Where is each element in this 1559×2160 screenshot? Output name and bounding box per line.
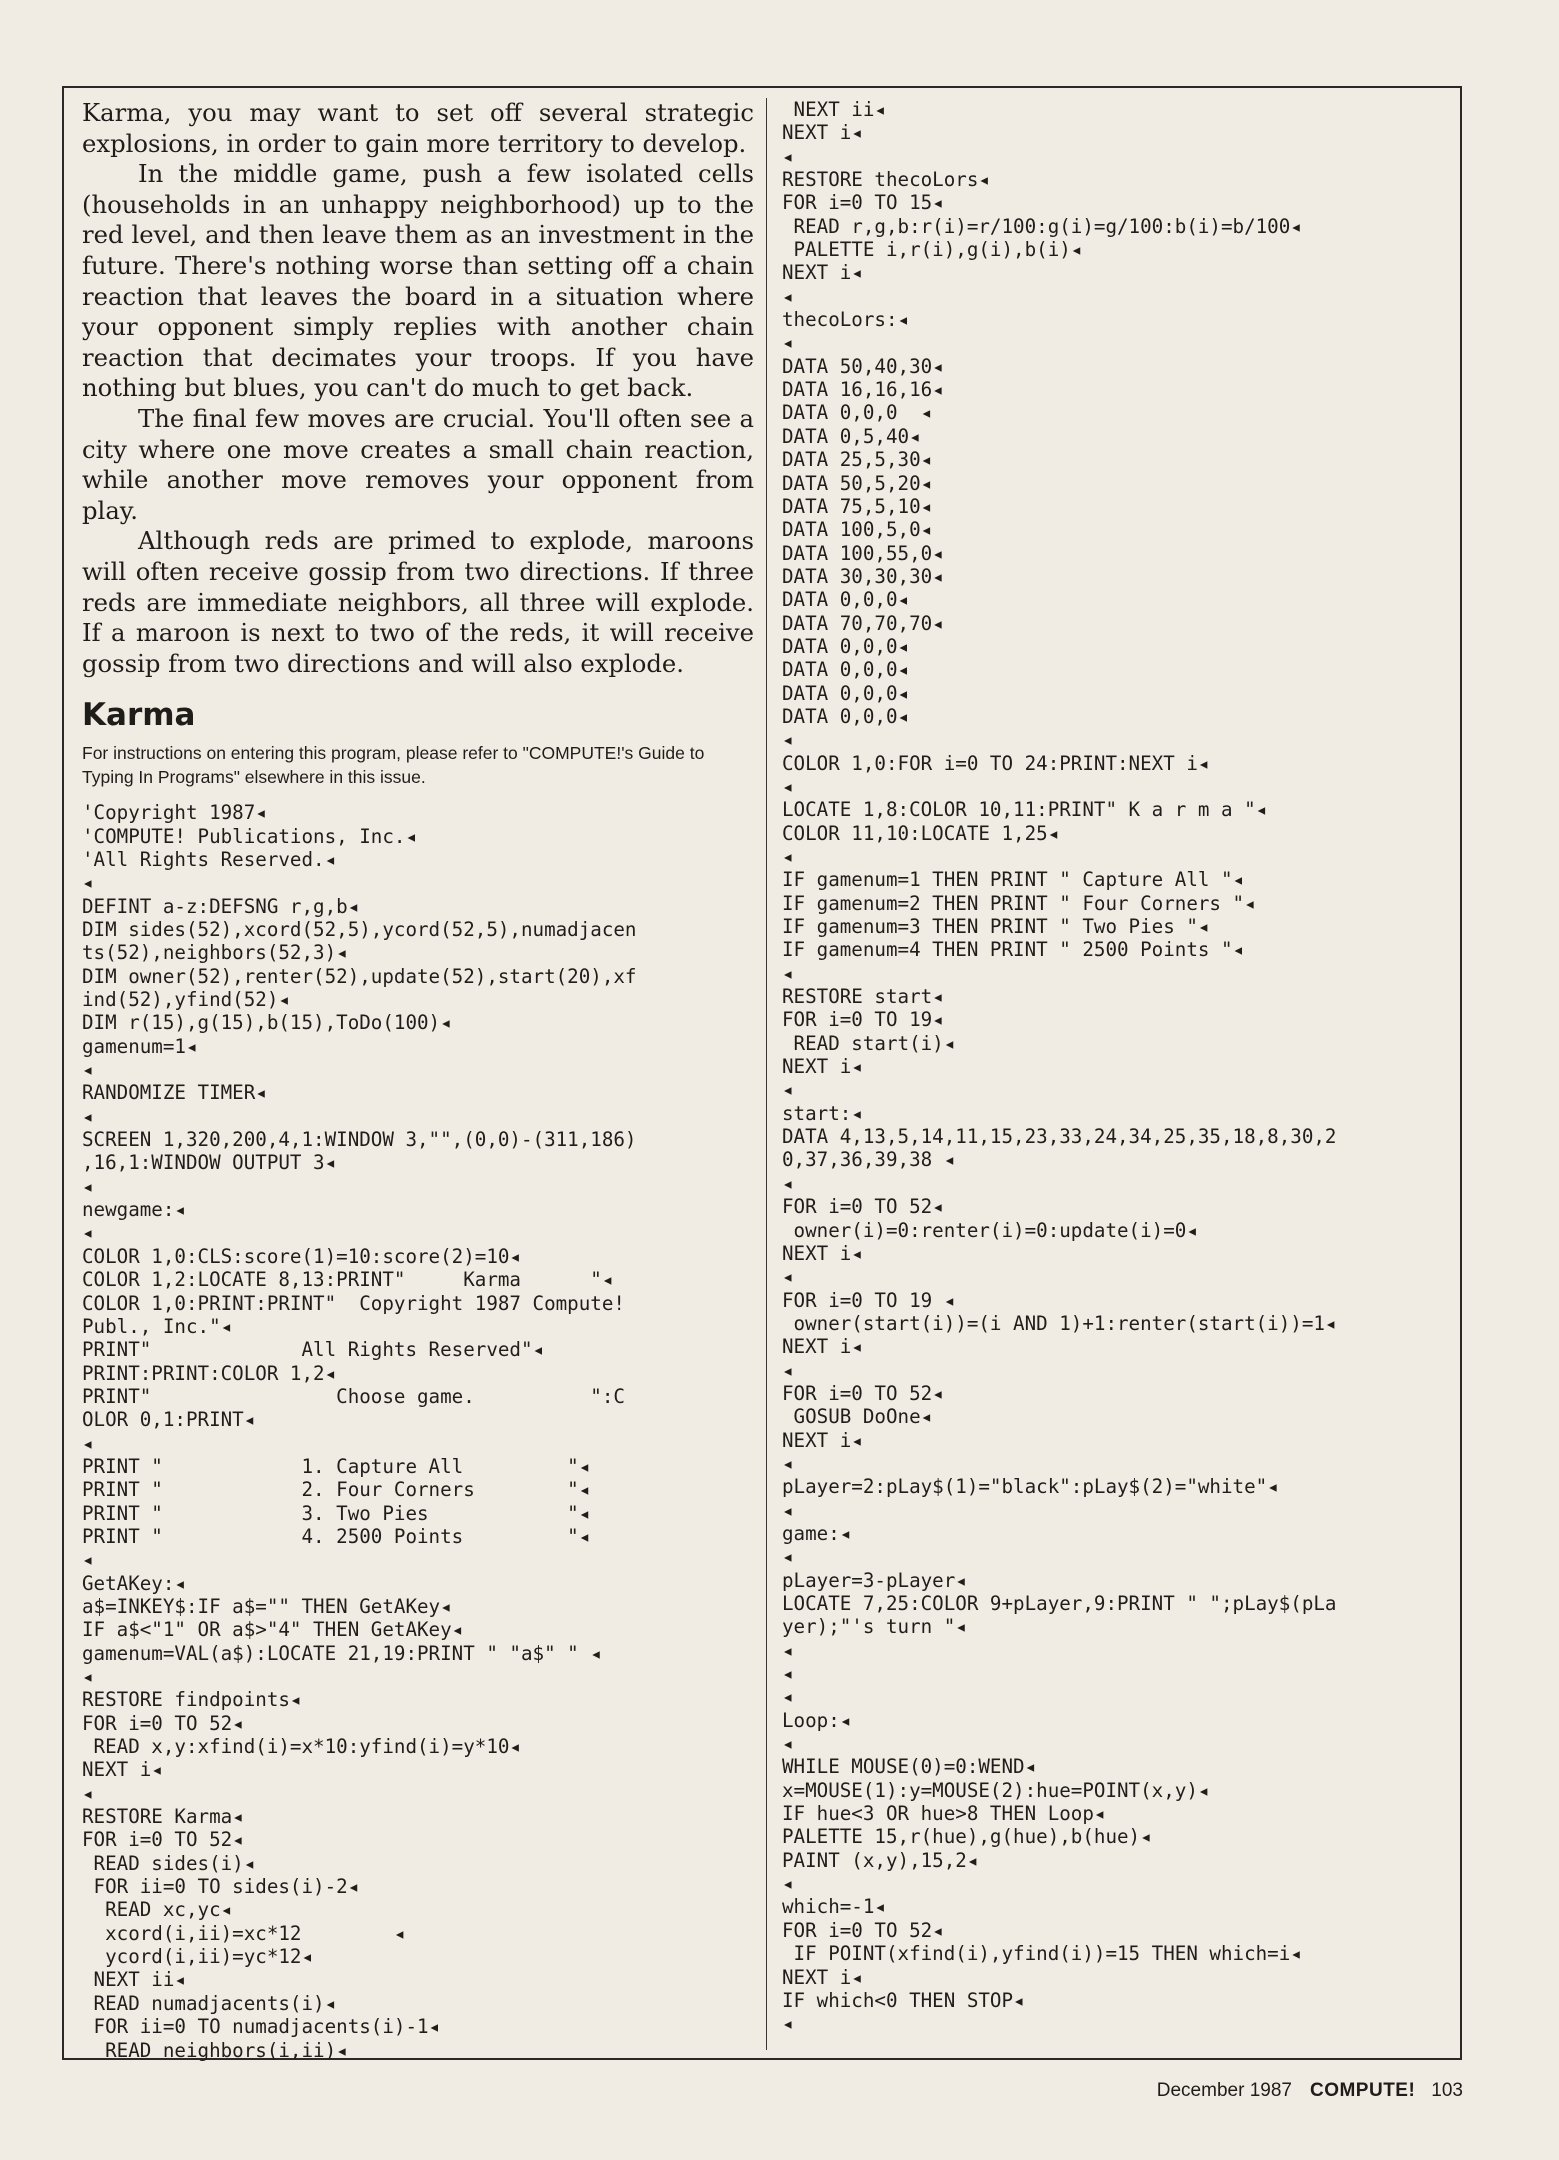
article-text bbox=[82, 98, 754, 679]
paragraph: The final few moves are crucial. You'll often see a city where one move creates a small chain reaction, while another move removes your opponent from play. bbox=[82, 403, 754, 525]
left-column bbox=[82, 98, 754, 2062]
paragraph: In the middle game, push a few isolated cells (households in an unhappy neighborhood) up to the red level, and then leave them as an investment in the future. There's nothing worse than setting off a chain reaction that leaves the board in a situation where your opponent simply replies with another chain reaction that decimates your troops. If you have nothing but blues, you can't do much to get back. bbox=[82, 159, 754, 403]
column-divider bbox=[766, 98, 767, 2050]
paragraph: Although reds are primed to explode, maroons will often receive gossip from two directions. If three reds are immediate neighbors, all three will explode. If a maroon is next to two of the reds, it will receive gossip from two directions and will also explode. bbox=[82, 526, 754, 678]
page-number: 103 bbox=[1431, 2080, 1463, 2101]
program-title: Karma bbox=[82, 697, 196, 734]
magazine-name: COMPUTE! bbox=[1309, 2080, 1416, 2101]
page-footer bbox=[1157, 2080, 1463, 2102]
program-listing-left: 'Copyright 1987◂ 'COMPUTE! Publications, Inc.◂ 'All Rights Reserved.◂ ◂ DEFINT a-z:DEFSNG r,g,b◂ DIM sides(52),xcord(52,5),ycord(52,5),numadjacen ts(52),neighbors(52,3)◂ DIM owner(52),renter(52),update(52),start(20),xf ind(52),yfind(52)◂ DIM r(15),g(15),b(15),ToDo(100)◂ gamenum=1◂ ◂ RANDOMIZE TIMER◂ ◂ SCREEN 1,320,200,4,1:WINDOW 3,"",(0,0)-(311,186) ,16,1:WINDOW OUTPUT 3◂ ◂ newgame:◂ ◂ COLOR 1,0:CLS:score(1)=10:score(2)=10◂ COLOR 1,2:LOCATE 8,13:PRINT" Karma "◂ COLOR 1,0:PRINT:PRINT" Copyright 1987 Compute! Publ., Inc."◂ PRINT" All Rights Reserved"◂ PRINT:PRINT:COLOR 1,2◂ PRINT" Choose game. ":C OLOR 0,1:PRINT◂ ◂ PRINT " 1. Capture All "◂ PRINT " 2. Four Corners "◂ PRINT " 3. Two Pies "◂ PRINT " 4. 2500 Points "◂ ◂ GetAKey:◂ a$=INKEY$:IF a$="" THEN GetAKey◂ IF a$<"1" OR a$>"4" THEN GetAKey◂ gamenum=VAL(a$):LOCATE 21,19:PRINT " "a$" " ◂ ◂ RESTORE findpoints◂ FOR i=0 TO 52◂ READ x,y:xfind(i)=x*10:yfind(i)=y*10◂ NEXT i◂ ◂ RESTORE Karma◂ FOR i=0 TO 52◂ READ sides(i)◂ FOR ii=0 TO sides(i)-2◂ READ xc,yc◂ xcord(i,ii)=xc*12 ◂ ycord(i,ii)=yc*12◂ NEXT ii◂ READ numadjacents(i)◂ FOR ii=0 TO numadjacents(i)-1◂ READ neighbors(i,ii)◂ bbox=[82, 801, 637, 2062]
issue-date: December 1987 bbox=[1156, 2080, 1292, 2101]
typing-instructions: For instructions on entering this program, please refer to "COMPUTE!'s Guide to Typing In Programs" elsewhere in this issue. bbox=[82, 743, 705, 788]
program-listing-right: NEXT ii◂ NEXT i◂ ◂ RESTORE thecoLors◂ FOR i=0 TO 15◂ READ r,g,b:r(i)=r/100:g(i)=g/100:b(i)=b/100◂ PALETTE i,r(i),g(i),b(i)◂ NEXT i◂ ◂ thecoLors:◂ ◂ DATA 50,40,30◂ DATA 16,16,16◂ DATA 0,0,0 ◂ DATA 0,5,40◂ DATA 25,5,30◂ DATA 50,5,20◂ DATA 75,5,10◂ DATA 100,5,0◂ DATA 100,55,0◂ DATA 30,30,30◂ DATA 0,0,0◂ DATA 70,70,70◂ DATA 0,0,0◂ DATA 0,0,0◂ DATA 0,0,0◂ DATA 0,0,0◂ ◂ COLOR 1,0:FOR i=0 TO 24:PRINT:NEXT i◂ ◂ LOCATE 1,8:COLOR 10,11:PRINT" K a r m a "◂ COLOR 11,10:LOCATE 1,25◂ ◂ IF gamenum=1 THEN PRINT " Capture All "◂ IF gamenum=2 THEN PRINT " Four Corners "◂ IF gamenum=3 THEN PRINT " Two Pies "◂ IF gamenum=4 THEN PRINT " 2500 Points "◂ ◂ RESTORE start◂ FOR i=0 TO 19◂ READ start(i)◂ NEXT i◂ ◂ start:◂ DATA 4,13,5,14,11,15,23,33,24,34,25,35,18,8,30,2 0,37,36,39,38 ◂ ◂ FOR i=0 TO 52◂ owner(i)=0:renter(i)=0:update(i)=0◂ NEXT i◂ ◂ FOR i=0 TO 19 ◂ owner(start(i))=(i AND 1)+1:renter(start(i))=1◂ NEXT i◂ ◂ FOR i=0 TO 52◂ GOSUB DoOne◂ NEXT i◂ ◂ pLayer=2:pLay$(1)="black":pLay$(2)="white"◂ ◂ game:◂ ◂ pLayer=3-pLayer◂ LOCATE 7,25:COLOR 9+pLayer,9:PRINT " ";pLay$(pLa yer);"'s turn "◂ ◂ ◂ ◂ Loop:◂ ◂ WHILE MOUSE(0)=0:WEND◂ x=MOUSE(1):y=MOUSE(2):hue=POINT(x,y)◂ IF hue<3 OR hue>8 THEN Loop◂ PALETTE 15,r(hue),g(hue),b(hue)◂ PAINT (x,y),15,2◂ ◂ which=-1◂ FOR i=0 TO 52◂ IF POINT(xfind(i),yfind(i))=15 THEN which=i◂ NEXT i◂ IF which<0 THEN STOP◂ ◂ bbox=[782, 98, 1337, 2036]
paragraph: Karma, you may want to set off several strategic explosions, in order to gain more territory to develop. bbox=[82, 98, 754, 158]
right-column bbox=[782, 98, 1452, 2036]
